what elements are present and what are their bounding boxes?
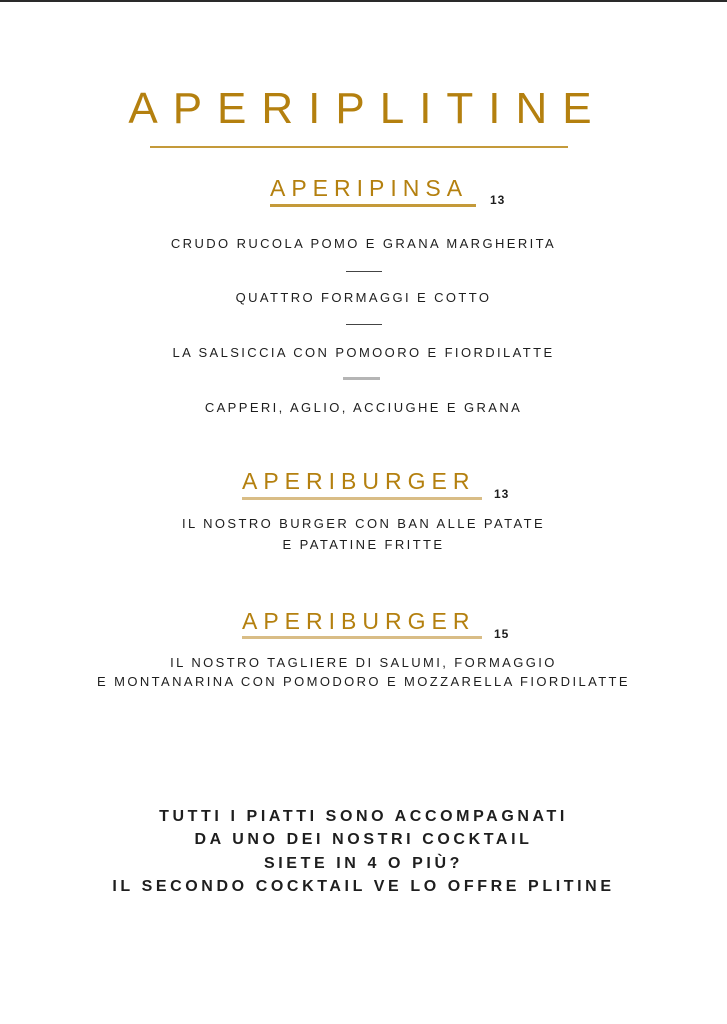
section-heading: APERIBURGER [242,468,476,494]
section-heading: APERIPINSA [270,175,469,201]
menu-item: LA SALSICCIA CON POMOORO E FIORDILATTE [172,345,555,360]
title-underline [150,146,568,148]
section-underline [242,636,482,639]
menu-item: CRUDO RUCOLA POMO E GRANA MARGHERITA [170,236,557,251]
section-heading: APERIBURGER [242,608,476,634]
menu-item: QUATTRO FORMAGGI E COTTO [235,290,492,305]
section-underline [270,204,476,207]
section-price: 15 [494,627,510,641]
item-divider [346,271,382,272]
footer-line: IL SECONDO COCKTAIL VE LO OFFRE PLITINE [112,878,615,895]
section-price: 13 [494,487,510,501]
footer-line: TUTTI I PIATTI SONO ACCOMPAGNATI [159,808,568,825]
menu-title: APERIPLITINE [128,84,607,133]
section-underline [242,497,482,500]
footer-line: SIETE IN 4 O PIÙ? [263,855,463,872]
footer-line: DA UNO DEI NOSTRI COCKTAIL [194,831,533,848]
item-description: IL NOSTRO BURGER CON BAN ALLE PATATE [181,516,546,531]
section-price: 13 [490,193,506,207]
menu-item: CAPPERI, AGLIO, ACCIUGHE E GRANA [204,400,523,415]
item-description: E PATATINE FRITTE [282,537,445,552]
item-description: E MONTANARINA CON POMODORO E MOZZARELLA FIORDILATTE [97,674,630,689]
top-border [0,0,727,2]
item-divider [346,324,382,325]
item-divider [343,377,380,380]
item-description: IL NOSTRO TAGLIERE DI SALUMI, FORMAGGIO [170,655,557,670]
